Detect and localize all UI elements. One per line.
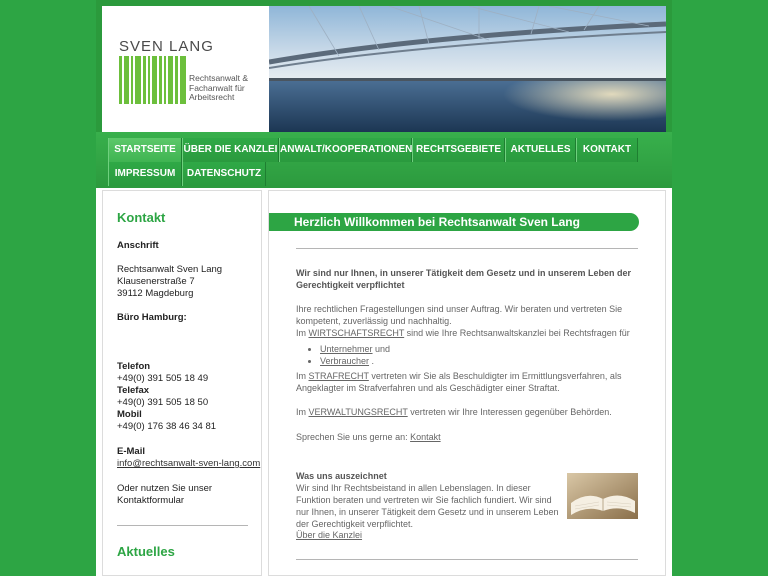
- verbraucher-link[interactable]: Verbraucher: [320, 356, 370, 366]
- nav-label: KONTAKT: [582, 144, 632, 155]
- logo-subtitle-line: Arbeitsrecht: [189, 92, 235, 102]
- form-hint: Oder nutzen Sie unser: [117, 483, 213, 494]
- logo-subtitle-line: Fachanwalt für: [189, 82, 245, 93]
- email-label: E-Mail: [117, 446, 145, 457]
- intro-text: Wir sind nur Ihnen, in unserer Tätigkeit dem Gesetz und in unserem Leben der Gerechtigkeit verpflichtet: [296, 268, 631, 290]
- nav-label: ÜBER DIE KANZLEI: [183, 144, 278, 155]
- sidebar: [102, 190, 262, 576]
- text: Im: [296, 371, 309, 381]
- wirtschaftsrecht-link[interactable]: WIRTSCHAFTSRECHT: [308, 328, 405, 338]
- hamburg-label: Büro Hamburg:: [117, 312, 187, 323]
- telefon-label: Telefon: [117, 361, 151, 372]
- email-link[interactable]: info@rechtsanwalt-sven-lang.com: [117, 458, 261, 469]
- bridge-banner-image: [269, 6, 666, 132]
- verwaltungsrecht-paragraph: [296, 406, 631, 418]
- logo-bars-icon: [119, 56, 187, 104]
- wirtschaftsrecht-paragraph: [296, 327, 631, 339]
- address-line: Rechtsanwalt Sven Lang: [117, 264, 223, 275]
- unternehmer-link[interactable]: Unternehmer: [320, 344, 373, 354]
- kontakt-link[interactable]: Kontakt: [410, 432, 441, 442]
- nav-label: IMPRESSUM: [114, 168, 176, 179]
- content-divider: [296, 559, 638, 560]
- feature-heading: Was uns auszeichnet: [296, 471, 387, 481]
- nav-item-startseite[interactable]: [108, 138, 182, 162]
- mobil-value: +49(0) 176 38 46 34 81: [117, 421, 217, 432]
- nav-label: STARTSEITE: [114, 144, 176, 155]
- text: und: [372, 344, 391, 354]
- feature-link-wrap: [296, 529, 561, 541]
- header: [96, 0, 672, 137]
- feature-text: Wir sind Ihr Rechtsbeistand in allen Lebenslagen. In dieser Funktion beraten und vertreten wir Sie fachlich fundiert. Wir sind nur Ihnen, in unserer Tätigkeit dem Gesetz und in unserem Leben der Gerechtigkeit verpflichtet.: [296, 483, 559, 529]
- nav-item-aktuelles[interactable]: [505, 138, 576, 162]
- text: Sprechen Sie uns gerne an:: [296, 432, 411, 442]
- list-item: [320, 343, 390, 355]
- mobil-label: Mobil: [117, 409, 142, 420]
- text: Im: [296, 407, 309, 417]
- intro-paragraph: Ihre rechtlichen Fragestellungen sind unser Auftrag. Wir beraten und vertreten Sie kompetent, zuverlässig und nachhaltig.: [296, 304, 623, 326]
- sidebar-heading-kontakt: Kontakt: [117, 210, 166, 225]
- verwaltungsrecht-link[interactable]: VERWALTUNGSRECHT: [308, 407, 408, 417]
- telefax-label: Telefax: [117, 385, 150, 396]
- ueber-die-kanzlei-link[interactable]: Über die Kanzlei: [296, 530, 363, 540]
- wirtschaftsrecht-list: [296, 343, 390, 367]
- nav-item-impressum[interactable]: [108, 162, 182, 186]
- nav-label: AKTUELLES: [510, 144, 571, 155]
- nav-item-datenschutz[interactable]: [182, 162, 266, 186]
- telefon-value: +49(0) 391 505 18 49: [117, 373, 209, 384]
- address-line: 39112 Magdeburg: [117, 288, 194, 299]
- text: vertreten wir Sie als Beschuldigter im Ermittlungsverfahren, als Angeklagter im Strafverfahren und als Geschädigter einer Straftat.: [296, 371, 622, 393]
- address-line: Klausenerstraße 7: [117, 276, 195, 287]
- nav-item-ueber-die-kanzlei[interactable]: [182, 138, 279, 162]
- nav-label: RECHTSGEBIETE: [415, 144, 501, 155]
- text: vertreten wir Ihre Interessen gegenüber Behörden.: [407, 407, 612, 417]
- strafrecht-paragraph: [296, 370, 631, 394]
- logo-subtitle: [189, 74, 267, 103]
- main-content: [268, 190, 666, 576]
- title-divider: [296, 248, 638, 249]
- sidebar-heading-aktuelles: Aktuelles: [117, 544, 175, 559]
- contact-paragraph: [296, 431, 631, 443]
- anschrift-label: Anschrift: [117, 240, 159, 251]
- page: [96, 0, 672, 576]
- logo-subtitle-line: Rechtsanwalt &: [189, 73, 249, 83]
- nav-label: DATENSCHUTZ: [186, 168, 262, 179]
- nav-item-anwalt-kooperationen[interactable]: [279, 138, 412, 162]
- logo-name: SVEN LANG: [119, 38, 214, 55]
- telefax-value: +49(0) 391 505 18 50: [117, 397, 209, 408]
- main-navigation: [96, 132, 672, 188]
- text: .: [369, 356, 375, 366]
- open-book-image: [567, 473, 638, 519]
- logo[interactable]: [102, 6, 269, 132]
- page-title: Herzlich Willkommen bei Rechtsanwalt Sven Lang: [269, 213, 639, 231]
- list-item: [320, 355, 390, 367]
- strafrecht-link[interactable]: STRAFRECHT: [308, 371, 369, 381]
- text: sind wie Ihre Rechtsanwaltskanzlei bei Rechtsfragen für: [404, 328, 630, 338]
- nav-item-rechtsgebiete[interactable]: [412, 138, 505, 162]
- nav-label: ANWALT/KOOPERATIONEN: [280, 144, 413, 155]
- text: Im: [296, 328, 309, 338]
- nav-item-kontakt[interactable]: [576, 138, 638, 162]
- sidebar-divider: [117, 525, 248, 526]
- kontaktformular-link[interactable]: Kontaktformular: [117, 495, 185, 506]
